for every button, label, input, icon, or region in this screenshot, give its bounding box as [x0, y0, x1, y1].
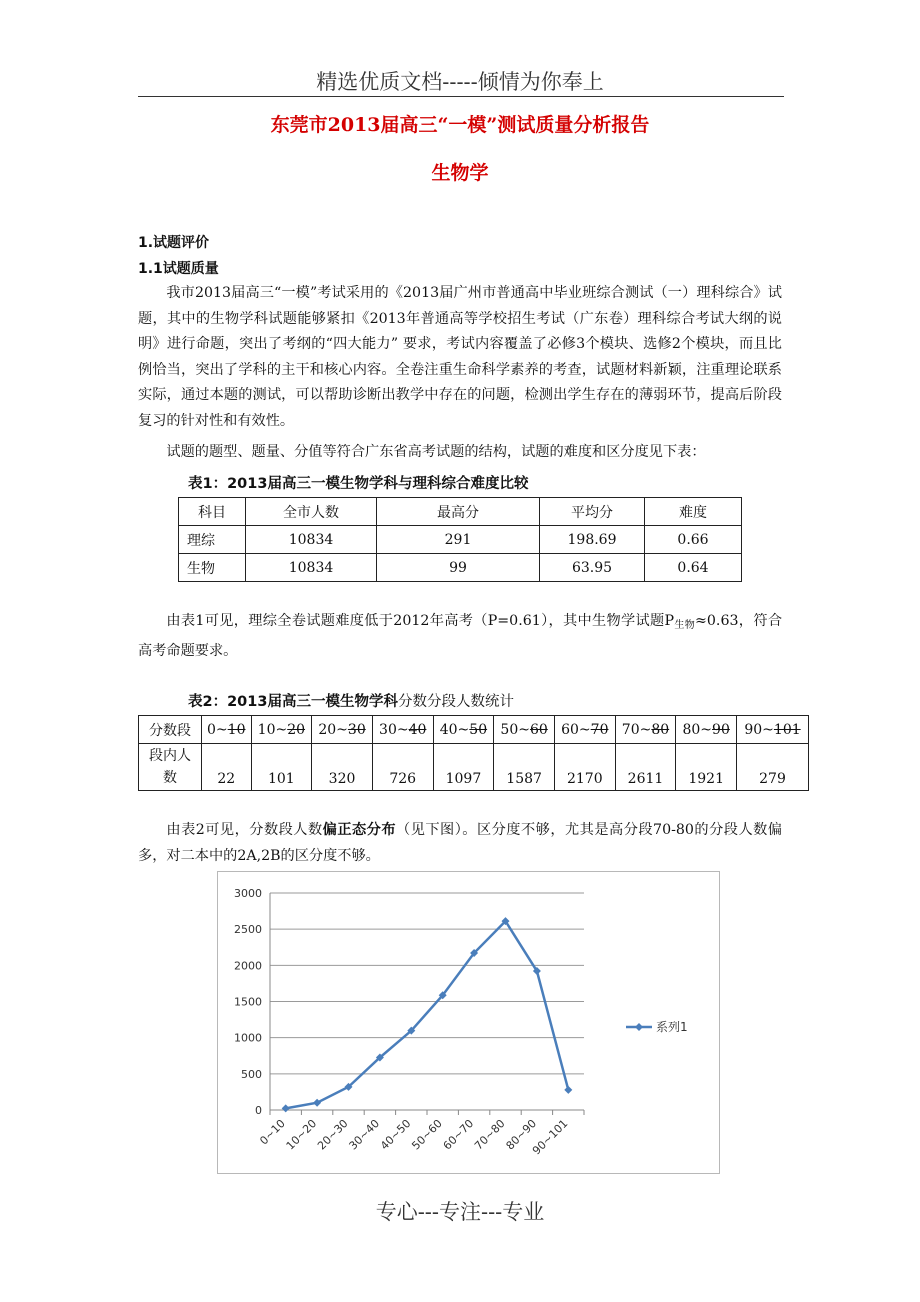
range-cell: 20~30: [312, 716, 373, 744]
y-tick-label: 1500: [234, 995, 262, 1009]
p3-subscript: 生物: [674, 620, 696, 631]
table-header-cell: 科目: [179, 498, 246, 526]
count-cell: 1097: [433, 744, 494, 791]
range-cell: 40~50: [433, 716, 494, 744]
x-tick-label: 40~50: [377, 1116, 414, 1153]
score-distribution-table: [138, 715, 809, 791]
chart-container: [217, 871, 720, 1174]
count-cell: 1587: [494, 744, 555, 791]
table-header-cell: 段内人数: [139, 744, 202, 791]
p4-text-end: （见下图）。区分度不够，尤其是高分段70-80的分段人数偏多，对二本中的2A,2B的区分度不够。: [138, 822, 782, 864]
table2-caption: [188, 690, 514, 711]
table-header-cell: 最高分: [377, 498, 540, 526]
table-header-row: [179, 498, 742, 526]
table-cell: 291: [377, 526, 540, 554]
count-cell: 22: [202, 744, 252, 791]
y-tick-label: 500: [241, 1067, 262, 1081]
range-cell: 70~80: [615, 716, 676, 744]
range-cell: 0~10: [202, 716, 252, 744]
table2-caption-rest: 分数分段人数统计: [397, 694, 514, 710]
count-cell: 279: [737, 744, 809, 791]
legend-marker: [635, 1023, 643, 1031]
range-cell: 10~20: [251, 716, 312, 744]
p4-emphasis: 偏正态分布: [322, 822, 397, 838]
range-cell: 50~60: [494, 716, 555, 744]
report-title: 东莞市2013届高三“一模”测试质量分析报告: [270, 114, 650, 136]
section-heading-1-1: 1.1试题质量: [138, 261, 219, 277]
table-cell: 198.69: [540, 526, 645, 554]
table-row: [179, 526, 742, 554]
table-cell: 99: [377, 554, 540, 582]
y-tick-label: 3000: [234, 887, 262, 900]
table-header-cell: 平均分: [540, 498, 645, 526]
data-point: [282, 1104, 290, 1112]
range-cell: 30~40: [372, 716, 433, 744]
count-cell: 2170: [554, 744, 615, 791]
range-cell: 90~101: [737, 716, 809, 744]
y-tick-label: 2000: [234, 959, 262, 973]
paragraph-structure: 试题的题型、题量、分值等符合广东省高考试题的结构，试题的难度和区分度见下表：: [166, 444, 706, 460]
range-cell: 80~90: [676, 716, 737, 744]
series-line: [286, 921, 569, 1108]
table1-caption-text: 表1：2013届高三一模生物学科与理科综合难度比较: [188, 476, 529, 492]
count-cell: 726: [372, 744, 433, 791]
y-tick-label: 2500: [234, 923, 262, 937]
x-tick-label: 20~30: [315, 1116, 351, 1153]
table-row: [179, 554, 742, 582]
x-tick-label: 10~20: [283, 1116, 320, 1153]
count-cell: 1921: [676, 744, 737, 791]
range-cell: 60~70: [554, 716, 615, 744]
legend-label: 系列1: [656, 1020, 688, 1034]
table-cell: 理综: [179, 526, 246, 554]
x-tick-label: 0~10: [257, 1116, 288, 1148]
x-tick-label: 80~90: [503, 1116, 540, 1153]
y-tick-label: 0: [255, 1104, 262, 1117]
x-tick-label: 90~101: [529, 1116, 571, 1158]
data-point: [564, 1086, 572, 1094]
table-cell: 生物: [179, 554, 246, 582]
p4-text: 由表2可见，分数段人数: [166, 822, 323, 838]
count-cell: 320: [312, 744, 373, 791]
x-tick-label: 30~40: [346, 1116, 383, 1153]
report-subtitle: 生物学: [431, 162, 489, 184]
table-cell: 63.95: [540, 554, 645, 582]
table2-caption-bold: 表2：2013届高三一模生物学科: [188, 694, 398, 710]
page-footer: 专心---专注---专业: [375, 1200, 545, 1224]
page-header: 精选优质文档-----倾情为你奉上: [316, 70, 604, 94]
x-tick-label: 50~60: [409, 1116, 445, 1153]
paragraph-quality: 我市2013届高三“一模”考试采用的《2013届广州市普通高中毕业班综合测试（一）理科综合》试题，其中的生物学科试题能够紧扣《2013年普通高等学校招生考试（广东卷）理科综合考试大纲的说明》进行命题，突出了考纲的“四大能力” 要求，考试内容覆盖了必修3个模块、选修2个模块，而且比例恰当，突出了学科的主干和核心内容。全卷注重生命科学素养的考查，试题材料新颖，注重理论联系实际，通过本题的测试，可以帮助诊断出教学中存在的问题，检测出学生存在的薄弱环节，提高后阶段复习的针对性和有效性。: [138, 285, 782, 429]
p3-text: 由表1可见，理综全卷试题难度低于2012年高考（P=0.61），其中生物学试题P: [166, 613, 675, 629]
table-header-cell: 分数段: [139, 716, 202, 744]
table-cell: 10834: [246, 526, 377, 554]
table1-caption: [188, 472, 528, 493]
paragraph-distribution: [138, 818, 782, 869]
header-divider: [138, 96, 784, 97]
table-row: [139, 716, 809, 744]
table-header-cell: 全市人数: [246, 498, 377, 526]
count-cell: 101: [251, 744, 312, 791]
table-row: [139, 744, 809, 791]
x-tick-label: 70~80: [472, 1116, 508, 1153]
difficulty-table: [178, 497, 742, 582]
section-heading-1: 1.试题评价: [138, 235, 210, 251]
count-cell: 2611: [615, 744, 676, 791]
table-cell: 0.66: [645, 526, 742, 554]
y-tick-label: 1000: [234, 1031, 262, 1045]
table-cell: 10834: [246, 554, 377, 582]
table-cell: 0.64: [645, 554, 742, 582]
p3-text-end: ≈0.63，符合高考命题要求。: [138, 613, 783, 659]
paragraph-difficulty: [138, 609, 782, 664]
x-tick-label: 60~70: [440, 1116, 477, 1153]
table-header-cell: 难度: [645, 498, 742, 526]
distribution-line-chart: [218, 872, 719, 1173]
